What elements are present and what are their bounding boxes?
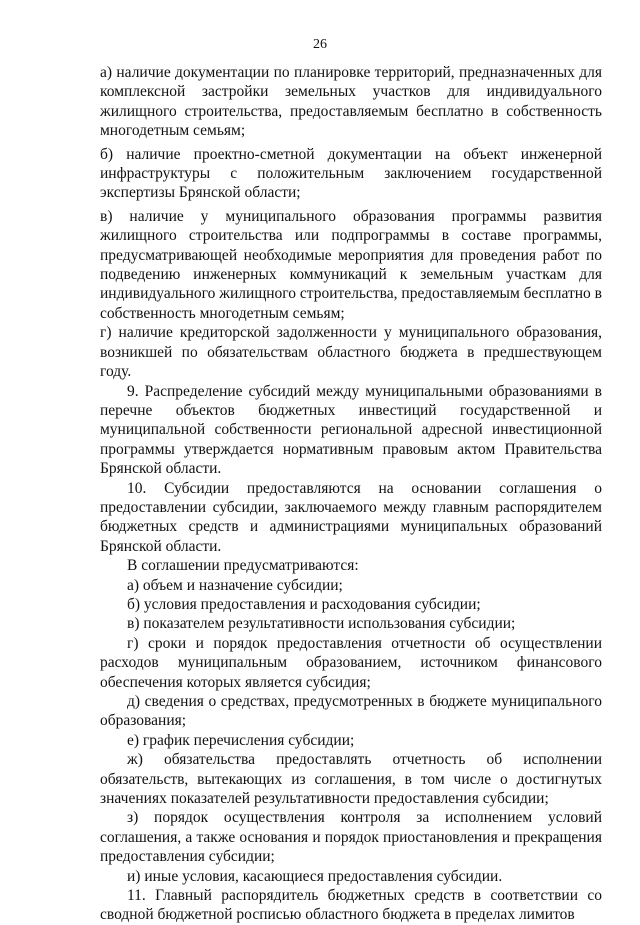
paragraph-v-housing-program: в) наличие у муниципального образования программы развития жилищного строительства или подпрограммы в составе программы, предусматривающей необходимые мероприятия для проведения работ по подведению инженерных коммуникаций к земельным участкам для индивидуального жилищного строительства, предоставляемым бесплатно в собственность многодетным семьям;	[100, 207, 602, 322]
agreement-item-z: з) порядок осуществления контроля за исполнением условий соглашения, а также основания и порядок приостановления и прекращения предоставления субсидии;	[100, 809, 602, 866]
agreement-item-v: в) показателем результативности использования субсидии;	[127, 615, 516, 633]
page-number: 26	[313, 37, 327, 52]
paragraph-g-creditor-debt: г) наличие кредиторской задолженности у муниципального образования, возникшей по обязательствам областного бюджета в предшествующем году.	[100, 324, 602, 381]
agreement-item-g: г) сроки и порядок предоставления отчетности об осуществлении расходов муниципальным образованием, источником финансового обеспечения которых является субсидия;	[100, 634, 602, 691]
agreement-item-d: д) сведения о средствах, предусмотренных в бюджете муниципального образования;	[100, 693, 602, 730]
agreement-item-a: а) объем и назначение субсидии;	[127, 576, 343, 594]
paragraph-9-distribution: 9. Распределение субсидий между муниципальными образованиями в перечне объектов бюджетных инвестиций государственной и муниципальной собственности региональной адресной инвестиционной программы утверждается нормативным правовым актом Правительства Брянской области.	[100, 382, 602, 478]
paragraph-a-documentation: а) наличие документации по планировке территорий, предназначенных для комплексной застройки земельных участков для индивидуального жилищного строительства, предоставляемым бесплатно в собственность многодетным семьям;	[100, 64, 602, 140]
document-body	[100, 63, 602, 925]
paragraph-10-agreement: 10. Субсидии предоставляются на основании соглашения о предоставлении субсидии, заключаемого между главным распорядителем бюджетных средств и администрациями муниципальных образований Брянской области.	[100, 479, 602, 555]
agreement-item-e: е) график перечисления субсидии;	[127, 731, 355, 749]
paragraph-11-main-manager: 11. Главный распорядитель бюджетных средств в соответствии со сводной бюджетной росписью областного бюджета в пределах лимитов	[100, 887, 602, 924]
agreement-item-i: и) иные условия, касающиеся предоставления субсидии.	[127, 867, 503, 885]
agreement-intro: В соглашении предусматриваются:	[127, 557, 359, 575]
paragraph-b-design-estimates: б) наличие проектно-сметной документации на объект инженерной инфраструктуры с положительным заключением государственной экспертизы Брянской области;	[100, 145, 602, 202]
agreement-item-zh: ж) обязательства предоставлять отчетность об исполнении обязательств, вытекающих из соглашения, в том числе о достигнутых значениях показателей результативности предоставления субсидии;	[100, 751, 602, 808]
agreement-item-b: б) условия предоставления и расходования субсидии;	[127, 595, 481, 613]
